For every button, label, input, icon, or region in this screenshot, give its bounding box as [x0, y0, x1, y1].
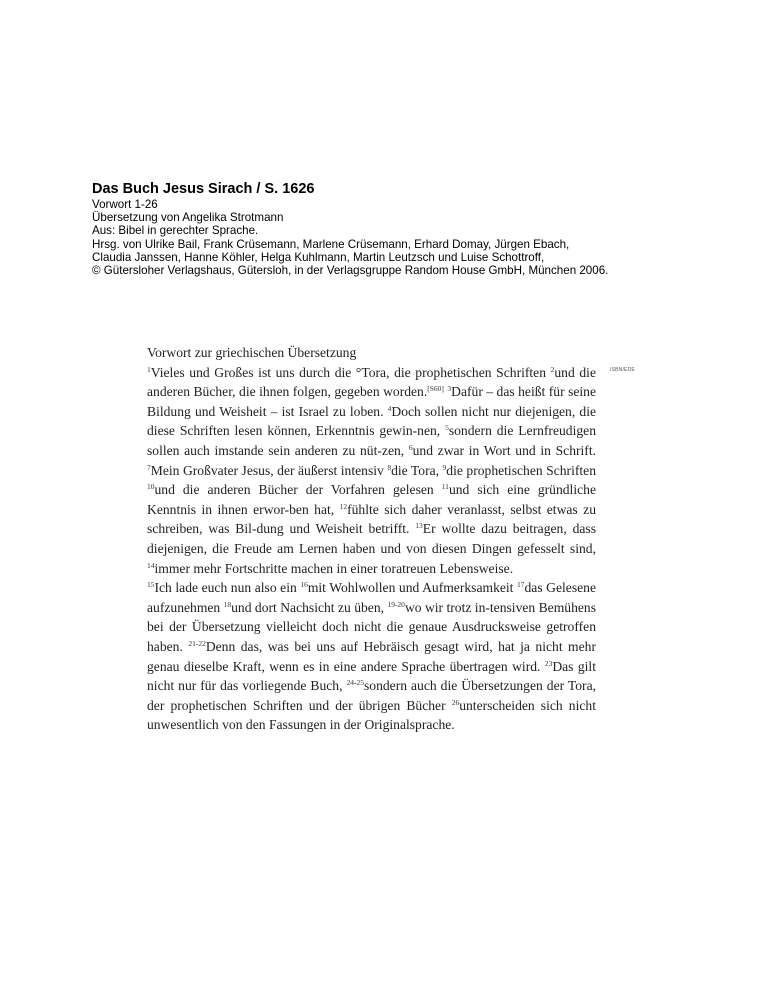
verse-number: 14 [147, 560, 155, 570]
verse-text: fühlte sich daher veranlasst, selbst etwas zu schreiben, was Bil-dung und Weisheit betrifft. [147, 501, 596, 537]
verse-text: und sich eine gründliche Kenntnis in ihnen erwor-ben hat, [147, 482, 596, 517]
verse-number: 15 [147, 580, 155, 590]
header-line-editors-2: Claudia Janssen, Hanne Köhler, Helga Kuhlmann, Martin Leutzsch und Luise Schottroff, [92, 250, 545, 264]
header-line-translator: Übersetzung von Angelika Strotmann [92, 211, 284, 225]
header-line-copyright: © Gütersloher Verlagshaus, Gütersloh, in der Verlagsgruppe Random House GmbH, München 2006. [92, 264, 609, 278]
verse-number: 13 [415, 521, 423, 531]
verse-text: und zwar in Wort und in Schrift. [412, 442, 596, 458]
header-line-editors-1: Hrsg. von Ulrike Bail, Frank Crüsemann, Marlene Crüsemann, Erhard Domay, Jürgen Ebach, [92, 237, 570, 251]
verse-text: und dort Nachsicht zu üben, [231, 599, 388, 615]
verse-text: wo wir trotz in-tensiven Bemühens bei der Übersetzung vielleicht doch nicht die genaue Ausdrucksweise getroffen haben. [147, 599, 596, 654]
header-line-verses: Vorwort 1-26 [92, 198, 158, 211]
verse-text: die prophetischen Schriften [446, 462, 596, 478]
verse-text: Denn das, was bei uns auf Hebräisch gesagt wird, hat ja nicht mehr genau dieselbe Kraft, wenn es in eine andere Sprache übertragen wird. [147, 638, 596, 674]
verse-text: sondern die Lernfreudigen sollen auch imstande sein anderen zu nüt-zen, [147, 423, 596, 458]
verse-text: Er wollte dazu beitragen, dass diejenigen, die Freude am Lernen haben und von diesen Dingen gefesselt sind, [147, 521, 596, 556]
verse-text: mit Wohlwollen und Aufmerksamkeit [307, 580, 517, 596]
verse-number: 5 [445, 423, 449, 433]
verse-number: 8 [387, 462, 392, 472]
verse-number: 16 [300, 580, 308, 590]
verse-text: unterscheiden sich nicht unwesentlich von den Fassungen in der Originalsprache. [147, 697, 596, 733]
verse-number: 11 [441, 482, 449, 492]
verse-number: 3 [447, 384, 452, 394]
verse-number: [S60] [427, 384, 444, 394]
verse-number: 12 [339, 501, 348, 511]
section-heading: Vorwort zur griechischen Übersetzung [147, 345, 357, 360]
verse-text: die Tora, [391, 462, 443, 478]
verse-number: 26 [451, 697, 460, 707]
verse-number: 19-20 [387, 599, 405, 609]
verse-number: 17 [517, 580, 525, 590]
verse-number: 2 [550, 364, 555, 374]
verse-text: das Gelesene aufzunehmen [147, 580, 596, 615]
verse-number: 10 [147, 482, 155, 492]
verse-text: Vieles und Großes ist uns durch die °Tora, die prophetischen Schriften [150, 364, 551, 380]
verse-number: 1 [147, 364, 151, 374]
verse-number: 18 [223, 599, 232, 609]
verse-text: Ich lade euch nun also ein [154, 580, 301, 596]
margin-note: ISBN/EDE [610, 367, 635, 373]
verse-text: Dafür – das heißt für seine Bildung und Weisheit – ist Israel zu loben. [147, 384, 597, 419]
verse-text: und die anderen Bücher der Vorfahren gelesen [154, 482, 442, 498]
verse-number: 9 [442, 462, 447, 472]
scripture-text [147, 343, 596, 735]
verse-number: 21-22 [188, 638, 206, 648]
header-line-source: Aus: Bibel in gerechter Sprache. [92, 224, 259, 238]
verse-text: immer mehr Fortschritte machen in einer toratreuen Lebensweise. [154, 560, 514, 576]
verse-number: 7 [147, 462, 151, 472]
verse-number: 23 [544, 658, 553, 668]
document-title: Das Buch Jesus Sirach / S. 1626 [92, 181, 315, 197]
verse-text: Mein Großvater Jesus, der äußerst intensiv [150, 462, 388, 478]
verse-text: Doch sollen nicht nur diejenigen, die diese Schriften lesen können, Erkenntnis gewin-nen, [147, 403, 597, 439]
verse-number: 24-25 [346, 678, 364, 688]
paragraph-1 [147, 363, 596, 579]
document-header [92, 181, 732, 277]
verse-text: Das gilt nicht nur für das vorliegende Buch, [147, 658, 596, 694]
verse-number: 4 [387, 403, 392, 413]
verse-text: und die anderen Bücher, die ihnen folgen, gegeben worden. [147, 364, 596, 400]
verse-text: sondern auch die Übersetzungen der Tora, der prophetischen Schriften und der übrigen Bücher [147, 678, 596, 713]
verse-number: 6 [408, 442, 413, 452]
paragraph-2 [147, 578, 596, 735]
